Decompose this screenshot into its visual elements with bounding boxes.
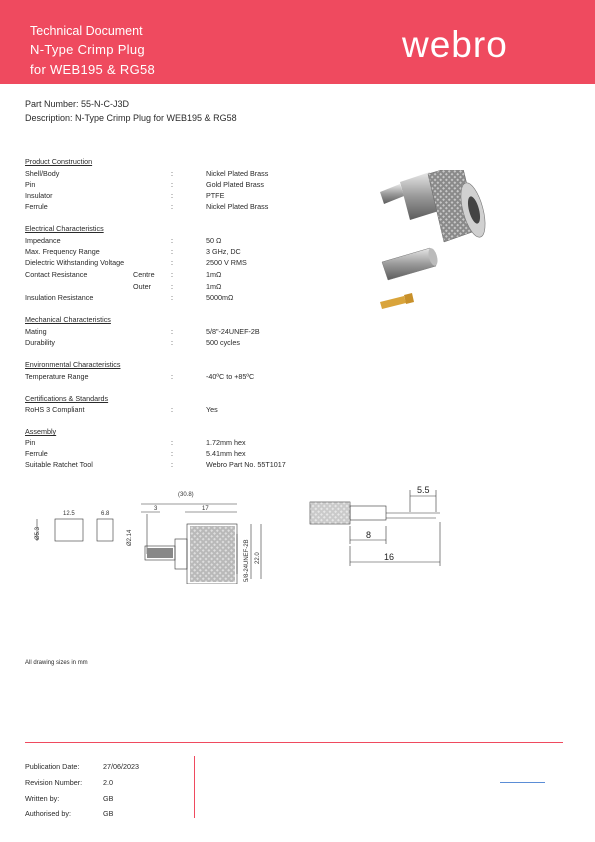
footer-value: GB <box>103 809 114 818</box>
footer-value: 27/06/2023 <box>103 762 139 771</box>
spec-value: 5000mΩ <box>206 293 234 302</box>
spec-value: Gold Plated Brass <box>206 180 264 189</box>
spec-value: 2500 V RMS <box>206 258 247 267</box>
spec-sublabel: Centre <box>133 270 155 279</box>
spec-label: Max. Frequency Range <box>25 247 100 256</box>
spec-value: 5/8"-24UNEF-2B <box>206 327 260 336</box>
spec-row <box>25 191 345 201</box>
spec-label: Temperature Range <box>25 372 89 381</box>
spec-row <box>25 460 345 470</box>
dim-label: 8 <box>366 530 372 540</box>
colon: : <box>171 191 173 200</box>
spec-row <box>25 327 345 337</box>
colon: : <box>171 327 173 336</box>
dim-label: 5.5 <box>417 485 430 495</box>
spec-row <box>25 438 345 448</box>
document-title-line1: N-Type Crimp Plug <box>30 42 145 57</box>
spec-label: RoHS 3 Compliant <box>25 405 85 414</box>
product-photo <box>370 170 490 320</box>
section-mechanical: Mechanical Characteristics <box>25 315 111 324</box>
dim-label: 3 <box>154 506 158 512</box>
spec-label: Ferrule <box>25 449 48 458</box>
dim-label: 22.0 <box>255 552 261 564</box>
colon: : <box>171 405 173 414</box>
spec-label: Durability <box>25 338 55 347</box>
footer-value: 2.0 <box>103 778 113 787</box>
dim-label: 16 <box>384 552 395 562</box>
spec-row <box>25 236 345 246</box>
spec-row <box>25 247 345 257</box>
drawing-note: All drawing sizes in mm <box>25 660 88 666</box>
footer-row <box>25 809 195 819</box>
footer-label: Written by: <box>25 794 60 803</box>
spec-label: Insulator <box>25 191 53 200</box>
colon: : <box>171 258 173 267</box>
spec-value: 500 cycles <box>206 338 240 347</box>
colon: : <box>171 169 173 178</box>
footer-value: GB <box>103 794 114 803</box>
dim-label: 17 <box>202 506 209 512</box>
footer-row <box>25 762 195 772</box>
pin-icon <box>380 293 414 309</box>
section-electrical: Electrical Characteristics <box>25 224 104 233</box>
spec-value: Nickel Plated Brass <box>206 169 269 178</box>
section-environmental: Environmental Characteristics <box>25 360 121 369</box>
spec-row <box>25 293 345 303</box>
spec-value: Nickel Plated Brass <box>206 202 269 211</box>
spec-value: -40ºC to +85ºC <box>206 372 255 381</box>
spec-label: Mating <box>25 327 47 336</box>
spec-label: Dielectric Withstanding Voltage <box>25 258 125 267</box>
spec-label: Suitable Ratchet Tool <box>25 460 93 469</box>
colon: : <box>171 236 173 245</box>
spec-row <box>25 180 345 190</box>
link-underline[interactable] <box>500 782 545 783</box>
spec-row <box>25 449 345 459</box>
technical-drawing <box>25 484 315 584</box>
footer-label: Revision Number: <box>25 778 83 787</box>
colon: : <box>171 338 173 347</box>
colon: : <box>171 282 173 291</box>
spec-label: Ferrule <box>25 202 48 211</box>
spec-label: Shell/Body <box>25 169 60 178</box>
colon: : <box>171 247 173 256</box>
spec-row <box>25 282 345 292</box>
colon: : <box>171 438 173 447</box>
spec-label: Pin <box>25 180 36 189</box>
section-certifications: Certifications & Standards <box>25 394 109 403</box>
spec-row <box>25 405 345 415</box>
part-number: Part Number: 55-N-C-J3D <box>25 99 130 109</box>
colon: : <box>171 293 173 302</box>
spec-label: Insulation Resistance <box>25 293 94 302</box>
spec-label: Pin <box>25 438 36 447</box>
spec-row <box>25 169 345 179</box>
spec-value: Webro Part No. 55T1017 <box>206 460 286 469</box>
footer-divider <box>25 742 563 743</box>
spec-value: 1.72mm hex <box>206 438 246 447</box>
dim-label: 5/8-24UNEF-2B <box>244 539 250 582</box>
header-banner <box>0 0 595 84</box>
spec-value: Yes <box>206 405 218 414</box>
connector-body-icon <box>380 170 490 242</box>
spec-value: PTFE <box>206 191 225 200</box>
footer-label: Publication Date: <box>25 762 80 771</box>
spec-value: 3 GHz, DC <box>206 247 241 256</box>
footer-row <box>25 794 195 804</box>
dim-label: Ø5.3 <box>35 526 41 540</box>
spec-row <box>25 258 345 268</box>
document-kicker: Technical Document <box>30 24 143 38</box>
document-title-line2: for WEB195 & RG58 <box>30 62 156 77</box>
dim-label: Ø2.14 <box>127 529 133 546</box>
dim-label: 6.8 <box>101 511 110 517</box>
spec-row <box>25 372 345 382</box>
spec-sublabel: Outer <box>133 282 151 291</box>
colon: : <box>171 180 173 189</box>
spec-value: 1mΩ <box>206 282 222 291</box>
section-assembly: Assembly <box>25 427 57 436</box>
ferrule-icon <box>382 247 439 280</box>
spec-row <box>25 338 345 348</box>
spec-value: 1mΩ <box>206 270 222 279</box>
dim-label: 12.5 <box>63 511 75 517</box>
part-description: Description: N-Type Crimp Plug for WEB195 & RG58 <box>25 113 237 123</box>
spec-label: Impedance <box>25 236 61 245</box>
colon: : <box>171 372 173 381</box>
spec-row <box>25 270 345 280</box>
footer-label: Authorised by: <box>25 809 71 818</box>
footer-row <box>25 778 195 788</box>
colon: : <box>171 202 173 211</box>
spec-label: Contact Resistance <box>25 270 88 279</box>
spec-value: 50 Ω <box>206 236 222 245</box>
webro-logo: webro <box>402 24 508 65</box>
colon: : <box>171 449 173 458</box>
colon: : <box>171 460 173 469</box>
section-product-construction: Product Construction <box>25 157 93 166</box>
cable-prep-drawing <box>296 482 446 572</box>
spec-value: 5.41mm hex <box>206 449 246 458</box>
colon: : <box>171 270 173 279</box>
spec-row <box>25 202 345 212</box>
dim-label: (30.8) <box>178 492 194 498</box>
